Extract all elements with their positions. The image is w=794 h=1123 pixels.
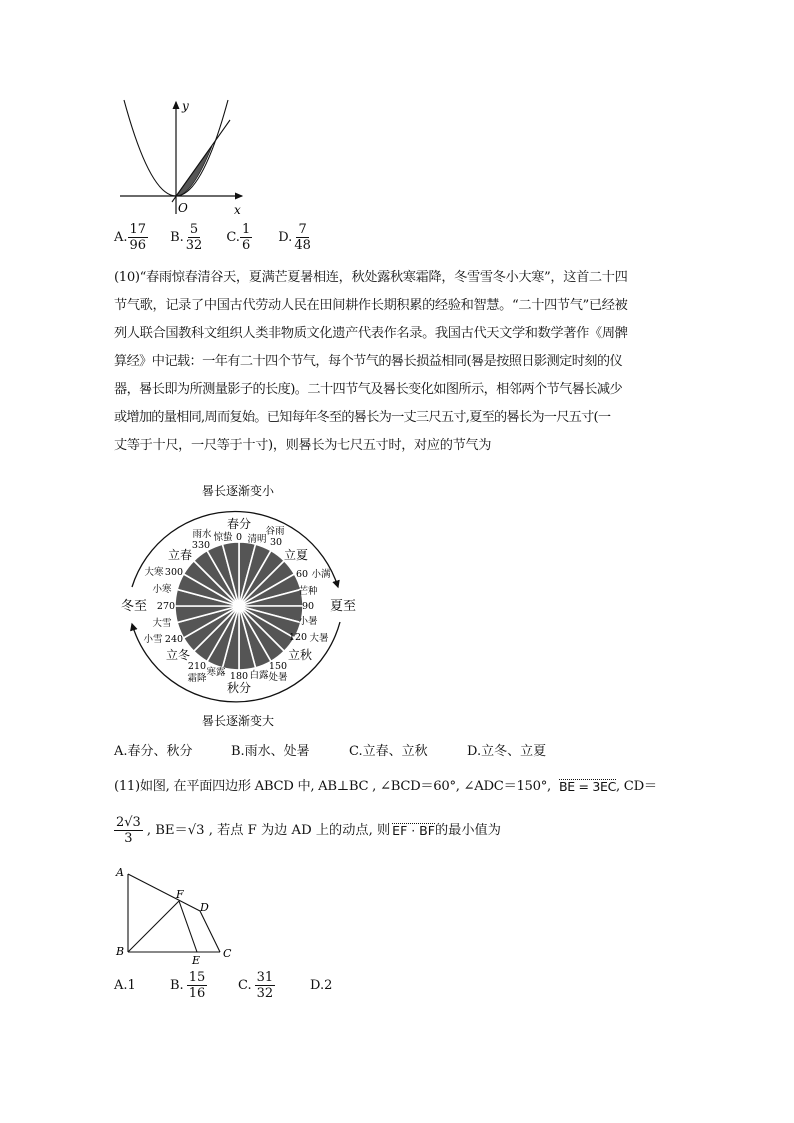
- q10-line-4: 算经》中记载：一年有二十四个节气，每个节气的晷长损益相同(晷是按照日影测定时刻的仪: [114, 354, 623, 369]
- label-guyu: 谷雨: [265, 526, 285, 537]
- num-30: 30: [269, 537, 283, 548]
- num-180: 180: [229, 671, 249, 682]
- bottom-title: 晷长逐渐变大: [201, 714, 275, 728]
- label-xiaohan: 小寒: [152, 584, 172, 595]
- q10-options: [114, 740, 546, 759]
- label-mangzhong: 芒种: [298, 586, 318, 597]
- quadrilateral-figure: [112, 864, 242, 968]
- q9-options: [114, 222, 313, 253]
- q11-line-2: [114, 815, 501, 846]
- label-qingming: 清明: [247, 534, 267, 545]
- q10-line-1: (10)“春雨惊春清谷天，夏满芒夏暑相连，秋处露秋寒霜降，冬雪雪冬小大寒”，这首二十四: [114, 270, 628, 285]
- q11-stem-end: 的最小值为: [434, 822, 501, 838]
- q10-option-b[interactable]: B.雨水、处暑: [231, 744, 310, 759]
- label-hanlu: 寒露: [206, 667, 226, 678]
- label-shuangjiang: 霜降: [187, 673, 207, 684]
- q11-option-d[interactable]: D. 2: [310, 978, 333, 993]
- label-dahan: 大寒: [144, 567, 164, 578]
- point-f-label: F: [176, 888, 184, 901]
- num-210: 210: [187, 661, 207, 672]
- point-a-label: A: [116, 866, 124, 879]
- label-yushui: 雨水: [192, 529, 212, 540]
- q11-line-1: [114, 779, 657, 794]
- label-bailu: 白露: [249, 670, 269, 681]
- num-0: 0: [235, 532, 243, 543]
- q10-text: [114, 264, 684, 460]
- q11-stem-be: , BE＝√3 , 若点 F 为边 AD 上的动点, 则: [146, 822, 391, 838]
- q11-option-c[interactable]: C. $\frac{31}{32}$: [238, 970, 274, 1001]
- option-d[interactable]: D. $\frac{7}{48}$: [278, 222, 311, 253]
- q10-line-3: 列人联合国教科文组织人类非物质文化遗产代表作名录。我国古代天文学和数学著作《周髀: [114, 326, 628, 341]
- q10-line-2: 节气歌，记录了中国古代劳动人民在田间耕作长期积累的经验和智慧。“二十四节气”已经被: [114, 298, 628, 313]
- solar-terms-wheel: [112, 482, 362, 732]
- label-daxue: 大雪: [152, 618, 172, 629]
- winter-solstice-label: 冬至: [120, 599, 148, 614]
- label-chunfen: 春分: [226, 517, 252, 531]
- axis-label-x: x: [234, 203, 241, 217]
- num-270: 270: [156, 601, 176, 612]
- segment-dc: [200, 911, 220, 952]
- num-120: 120: [288, 632, 308, 643]
- q10-option-d[interactable]: D.立冬、立夏: [467, 744, 547, 759]
- q11-stem-start: (11)如图, 在平面四边形 ABCD 中, AB⊥BC , ∠BCD＝60°, ∠ADC＝150°,: [114, 779, 551, 795]
- q10-line-6: 或增加的量相同,周而复始。已知每年冬至的晷长为一丈三尺五寸,夏至的晷长为一尺五寸(一: [114, 410, 611, 425]
- label-xiaoman: 小满: [311, 569, 331, 580]
- num-330: 330: [191, 540, 211, 551]
- q11-option-b[interactable]: B. $\frac{15}{16}$: [170, 970, 206, 1001]
- num-60: 60: [295, 569, 309, 580]
- label-jingzhe: 惊蛰: [213, 532, 233, 543]
- q10-option-c[interactable]: C.立春、立秋: [349, 744, 428, 759]
- point-d-label: D: [200, 901, 209, 914]
- q10-line-7: 丈等于十尺，一尺等于十寸)，则晷长为七尺五寸时，对应的节气为: [114, 438, 492, 453]
- label-dashu: 大暑: [309, 633, 329, 644]
- label-chushu: 处暑: [268, 672, 288, 683]
- option-a[interactable]: A. $\frac{17}{96}$: [114, 222, 147, 253]
- dot-product-expr: EF · BF: [392, 823, 435, 839]
- point-e-label: E: [192, 954, 201, 967]
- q11-option-a[interactable]: A. 1: [114, 978, 136, 993]
- num-150: 150: [268, 661, 288, 672]
- wheel-center: [237, 604, 241, 608]
- vector-equation: BE = 3EC: [558, 779, 617, 794]
- straight-line: [172, 120, 230, 202]
- option-c[interactable]: C. $\frac{1}{6}$: [226, 222, 251, 253]
- label-liqiu: 立秋: [287, 648, 313, 662]
- label-lichun: 立春: [167, 548, 193, 562]
- num-240: 240: [164, 634, 184, 645]
- segment-ad: [128, 874, 200, 911]
- q11-stem-cd: , CD＝: [616, 779, 657, 795]
- label-xiaoxue: 小雪: [143, 634, 163, 645]
- parabola-figure: [112, 96, 252, 220]
- q11-options: [114, 970, 332, 1001]
- label-qiufen: 秋分: [226, 681, 252, 695]
- origin-label: O: [178, 201, 188, 215]
- option-b[interactable]: B. $\frac{5}{32}$: [170, 222, 203, 253]
- summer-solstice-label: 夏至: [329, 599, 357, 614]
- label-lixia: 立夏: [283, 548, 309, 562]
- top-title: 晷长逐渐变小: [201, 484, 275, 498]
- q10-line-5: 器，晷长即为所测量影子的长度)。二十四节气及晷长变化如图所示，相邻两个节气晷长减少: [114, 382, 623, 397]
- point-b-label: B: [116, 945, 125, 958]
- label-lidong: 立冬: [165, 648, 191, 662]
- cd-fraction: $\frac{2√3}{3}$: [116, 815, 141, 846]
- label-xiaoshu: 小暑: [298, 616, 318, 627]
- segment-bf: [128, 901, 179, 952]
- q10-option-a[interactable]: A.春分、秋分: [114, 744, 193, 759]
- num-300: 300: [164, 567, 184, 578]
- point-c-label: C: [223, 947, 232, 960]
- num-90: 90: [301, 601, 315, 612]
- axis-label-y: y: [182, 99, 189, 113]
